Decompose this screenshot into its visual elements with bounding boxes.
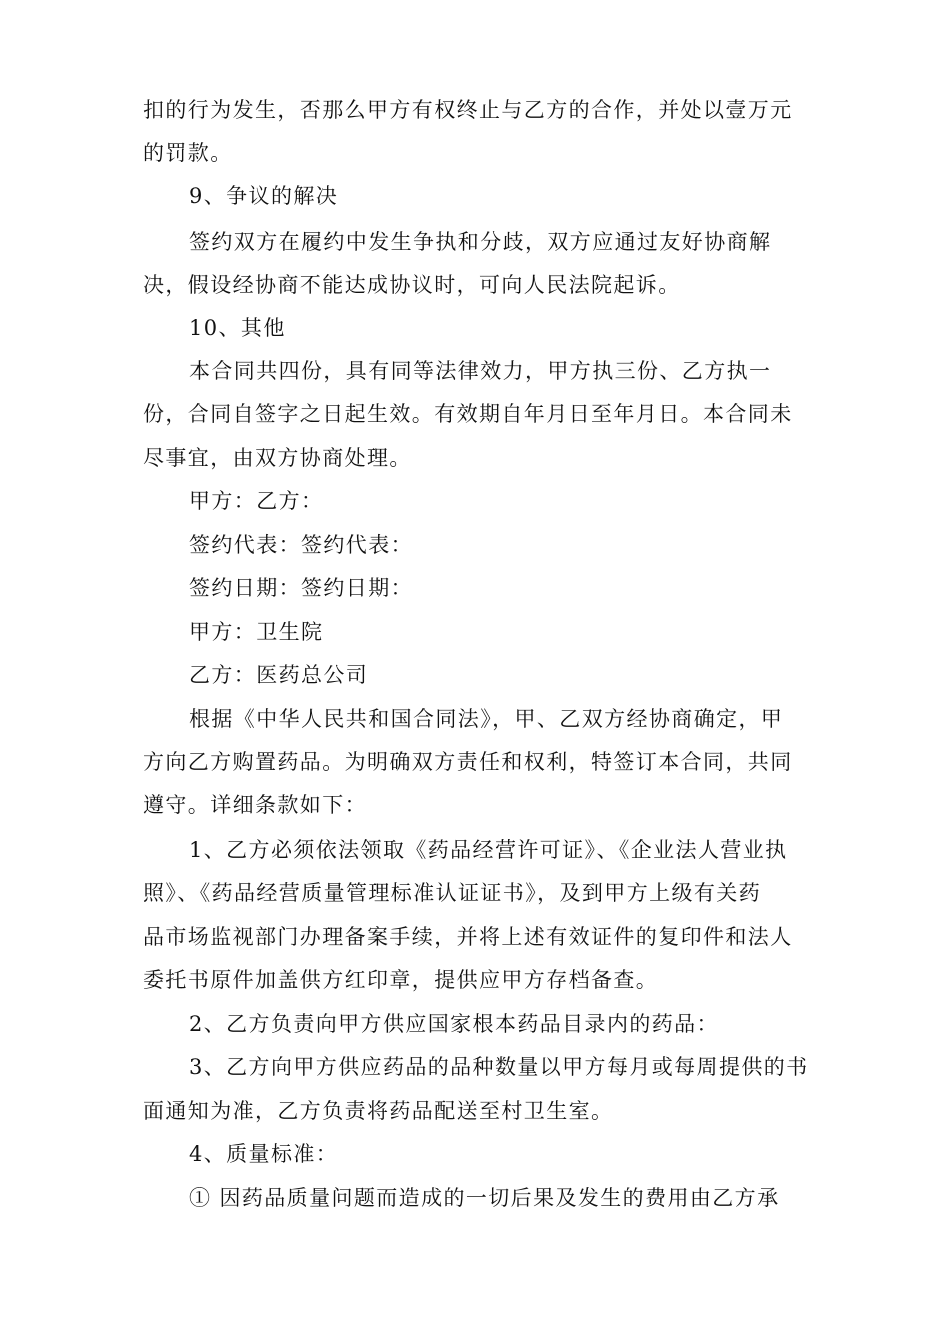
paragraph-line: 1、乙方必须依法领取《药品经营许可证》、《企业法人营业执 [189,838,788,862]
paragraph-line: 本合同共四份，具有同等法律效力，甲方执三份、乙方执一 [189,359,772,383]
party-a-line: 甲方：卫生院 [189,620,324,644]
paragraph-line: 3、乙方向甲方供应药品的品种数量以甲方每月或每周提供的书 [189,1055,809,1079]
signature-representative-line: 签约代表：签约代表： [189,533,413,557]
paragraph-line: ① 因药品质量问题而造成的一切后果及发生的费用由乙方承 [189,1186,780,1210]
paragraph-line: 的罚款。 [143,141,233,165]
section-heading: 9、争议的解决 [189,184,339,208]
paragraph-line: 遵守。详细条款如下： [143,793,367,817]
paragraph-line: 签约双方在履约中发生争执和分歧，双方应通过友好协商解 [189,230,772,254]
paragraph-line: 份，合同自签字之日起生效。有效期自年月日至年月日。本合同未 [143,402,793,426]
section-heading: 10、其他 [189,316,286,340]
paragraph-line: 根据《中华人民共和国合同法》，甲、乙双方经协商确定，甲 [189,707,784,731]
paragraph-line: 尽事宜，由双方协商处理。 [143,446,412,470]
section-heading: 4、质量标准： [189,1142,339,1166]
signature-party-line: 甲方：乙方： [189,489,324,513]
paragraph-line: 委托书原件加盖供方红印章，提供应甲方存档备查。 [143,968,659,992]
paragraph-line: 照》、《药品经营质量管理标准认证证书》，及到甲方上级有关药 [143,881,762,905]
party-b-line: 乙方：医药总公司 [189,663,369,687]
paragraph-line: 品市场监视部门办理备案手续，并将上述有效证件的复印件和法人 [143,925,793,949]
signature-date-line: 签约日期：签约日期： [189,576,413,600]
paragraph-line: 方向乙方购置药品。为明确双方责任和权利，特签订本合同，共同 [143,750,793,774]
paragraph-line: 扣的行为发生，否那么甲方有权终止与乙方的合作，并处以壹万元 [143,98,793,122]
paragraph-line: 面通知为准，乙方负责将药品配送至村卫生室。 [143,1099,614,1123]
paragraph-line: 决，假设经协商不能达成协议时，可向人民法院起诉。 [143,273,681,297]
paragraph-line: 2、乙方负责向甲方供应国家根本药品目录内的药品： [189,1012,719,1036]
